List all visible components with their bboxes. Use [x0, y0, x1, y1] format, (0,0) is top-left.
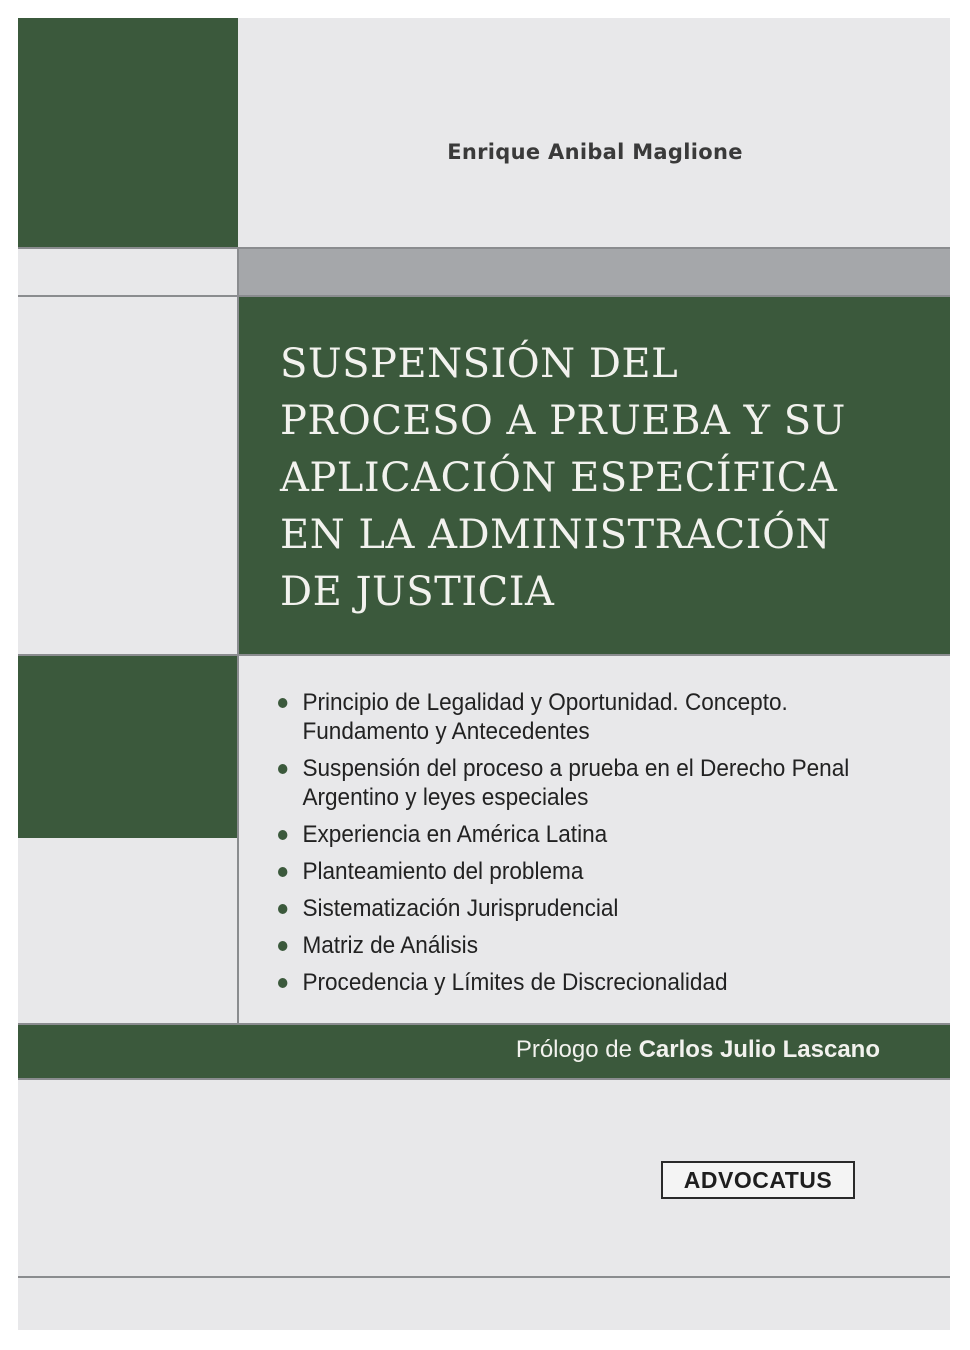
topics-list [278, 688, 938, 1005]
bullet-icon [278, 830, 287, 840]
topic-item: Experiencia en América Latina [278, 820, 898, 849]
title-line: APLICACIÓN ESPECÍFICA [280, 455, 838, 501]
bullet-icon [278, 904, 287, 914]
prologue-author: Carlos Julio Lascano [638, 1036, 880, 1063]
title-line: PROCESO A PRUEBA Y SU [280, 398, 846, 444]
topic-item: Suspensión del proceso a prueba en el Derecho Penal Argentino y leyes especiales [278, 754, 898, 812]
top-left-green-block [18, 18, 238, 248]
prologue-prefix: Prólogo de [515, 1036, 632, 1063]
book-cover [18, 18, 950, 1330]
title-line: DE JUSTICIA [280, 569, 555, 615]
title-line: SUSPENSIÓN DEL [280, 341, 679, 387]
bullet-icon [278, 941, 287, 951]
prologue-bottom-line [18, 1078, 950, 1080]
topic-item: Principio de Legalidad y Oportunidad. Concepto. Fundamento y Antecedentes [278, 688, 898, 746]
bullet-icon [278, 698, 287, 708]
topic-item: Planteamiento del problema [278, 857, 898, 886]
bottom-line [18, 1276, 950, 1278]
topic-item: Sistematización Jurisprudencial [278, 894, 898, 923]
title-line: EN LA ADMINISTRACIÓN [280, 512, 831, 558]
topic-item: Procedencia y Límites de Discrecionalidad [278, 968, 898, 997]
author-name: Enrique Anibal Maglione [447, 140, 743, 164]
book-title [280, 336, 900, 621]
bullet-icon [278, 764, 287, 774]
publisher-logo: ADVOCATUS [661, 1161, 855, 1199]
gray-band [239, 249, 950, 295]
topic-item: Matriz de Análisis [278, 931, 898, 960]
middle-left-green-block [18, 656, 237, 838]
bullet-icon [278, 978, 287, 988]
bullet-icon [278, 867, 287, 877]
prologue-credit [240, 1036, 880, 1064]
